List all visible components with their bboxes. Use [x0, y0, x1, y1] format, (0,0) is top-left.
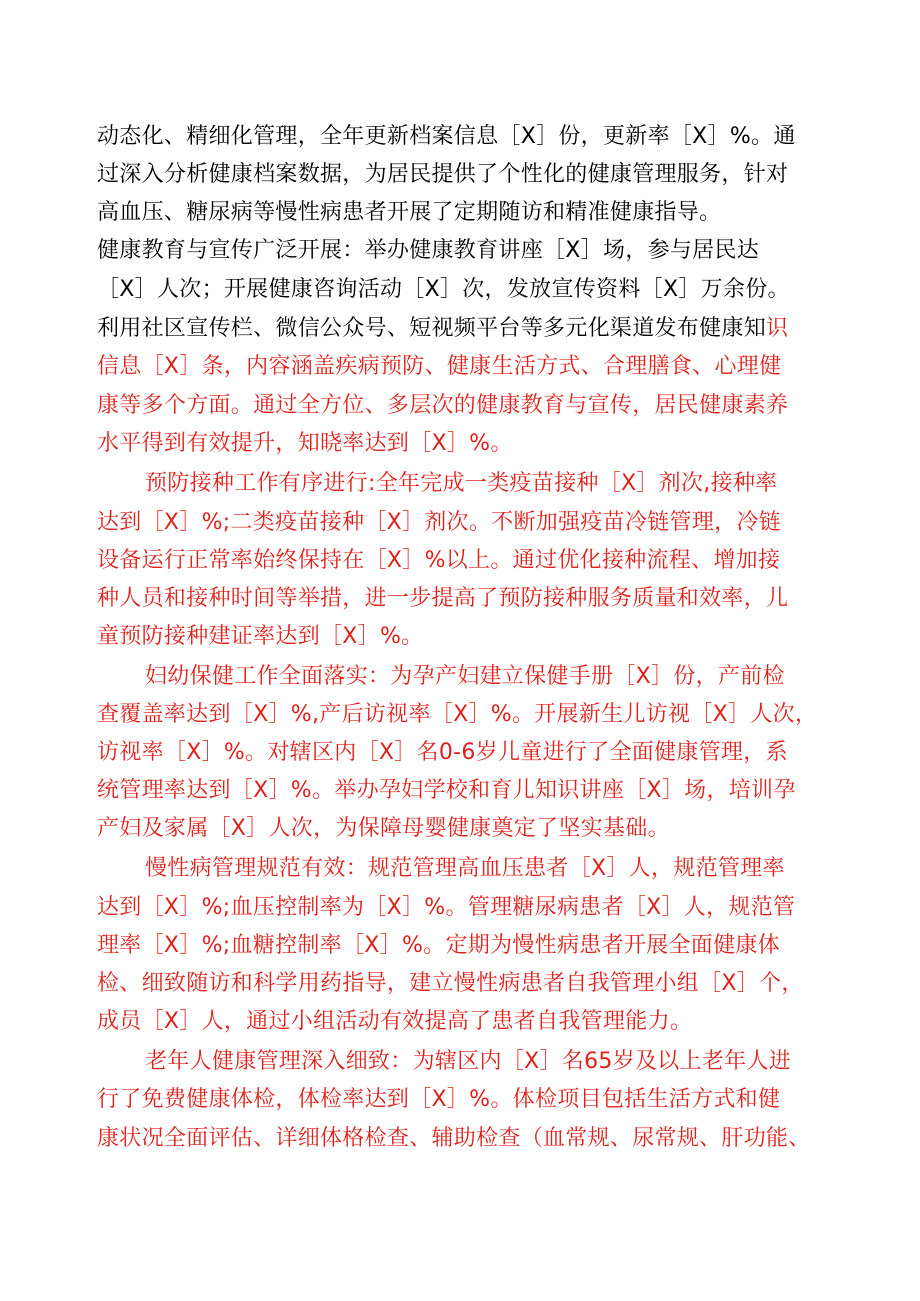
- text-segment: 理率［X］%;血糖控制率［X］%。定期为慢性病患者开展全面健康体: [97, 933, 780, 958]
- text-line: [97, 391, 788, 421]
- text-segment: 访视率［X］%。对辖区内［X］名0-6岁儿童进行了全面健康管理，系: [97, 740, 788, 765]
- text-segment: 水平得到有效提升，知晓率达到［X］%。: [97, 431, 513, 456]
- text-segment: 查覆盖率达到［X］%,产后访视率［X］%。开展新生儿访视［X］人次，: [97, 702, 818, 727]
- text-line: [97, 893, 795, 923]
- text-line: [97, 198, 721, 228]
- text-segment: 利用社区宣传栏、微信公众号、短视频平台等多元化渠道发布健康知: [97, 316, 767, 341]
- text-line: [97, 546, 780, 576]
- text-segment: 慢性病管理规范有效：规范管理高血压患者［X］人，规范管理率: [145, 856, 785, 881]
- text-line: [97, 122, 796, 152]
- text-line: [97, 700, 817, 730]
- text-line: [97, 738, 788, 768]
- text-segment: 产妇及家属［X］人次，为保障母婴健康奠定了坚实基础。: [97, 816, 670, 841]
- text-line: [97, 1007, 692, 1037]
- text-segment: 过深入分析健康档案数据，为居民提供了个性化的健康管理服务，针对: [97, 162, 789, 187]
- text-segment: 妇幼保健工作全面落实：为孕产妇建立保健手册［X］份，产前检: [145, 664, 785, 689]
- text-line: [97, 814, 670, 844]
- text-segment: 达到［X］%;二类疫苗接种［X］剂次。不断加强疫苗冷链管理，冷链: [97, 510, 782, 535]
- text-segment: 动态化、精细化管理，全年更新档案信息［X］份，更新率［X］%。通: [97, 124, 796, 149]
- text-segment: 预防接种工作有序进行:全年完成一类疫苗接种［X］剂次,接种率: [145, 471, 778, 496]
- text-segment: 老年人健康管理深入细致：为辖区内［X］名65岁及以上老年人进: [145, 1049, 792, 1074]
- text-line: [97, 1085, 780, 1115]
- text-line: [97, 429, 513, 459]
- text-line: [97, 931, 780, 961]
- text-line: [97, 622, 423, 652]
- text-segment: 种人员和接种时间等举措，进一步提高了预防接种服务质量和效率，儿: [97, 586, 789, 611]
- text-line: [145, 854, 785, 884]
- text-segment: 统管理率达到［X］%。举办孕妇学校和育儿知识讲座［X］场，培训孕: [97, 778, 796, 803]
- text-segment: ［X］人次；开展健康咨询活动［X］次，发放宣传资料［X］万余份。: [97, 277, 790, 302]
- text-segment: 成员［X］人，通过小组活动有效提高了患者自我管理能力。: [97, 1009, 693, 1034]
- text-line: [97, 584, 788, 614]
- text-line: [97, 160, 788, 190]
- text-line: [97, 275, 790, 305]
- text-line: [97, 508, 781, 538]
- text-segment: 童预防接种建证率达到［X］%。: [97, 624, 424, 649]
- text-segment: 信息［X］条，内容涵盖疾病预防、健康生活方式、合理膳食、心理健: [97, 354, 782, 379]
- text-line: [97, 314, 788, 344]
- text-line: [97, 1124, 811, 1154]
- text-segment: 康等多个方面。通过全方位、多层次的健康教育与宣传，居民健康素养: [97, 393, 789, 418]
- text-line: [97, 969, 804, 999]
- text-line: [97, 352, 781, 382]
- text-segment: 设备运行正常率始终保持在［X］%以上。通过优化接种流程、增加接: [97, 548, 781, 573]
- text-segment: 达到［X］%;血压控制率为［X］%。管理糖尿病患者［X］人，规范管: [97, 895, 796, 920]
- text-line: [145, 1047, 791, 1077]
- text-segment: 健康教育与宣传广泛开展：举办健康教育讲座［X］场，参与居民达: [97, 238, 760, 263]
- text-segment: 康状况全面评估、详细体格检查、辅助检查（血常规、尿常规、肝功能、: [97, 1126, 811, 1151]
- text-line: [97, 236, 759, 266]
- text-segment: 高血压、糖尿病等慢性病患者开展了定期随访和精准健康指导。: [97, 200, 722, 225]
- text-segment: 行了免费健康体检，体检率达到［X］%。体检项目包括生活方式和健: [97, 1087, 781, 1112]
- text-segment: 检、细致随访和科学用药指导，建立慢性病患者自我管理小组［X］个，: [97, 971, 804, 996]
- text-line: [145, 469, 777, 499]
- text-line: [145, 662, 785, 692]
- text-segment: 识: [766, 316, 789, 341]
- text-line: [97, 776, 796, 806]
